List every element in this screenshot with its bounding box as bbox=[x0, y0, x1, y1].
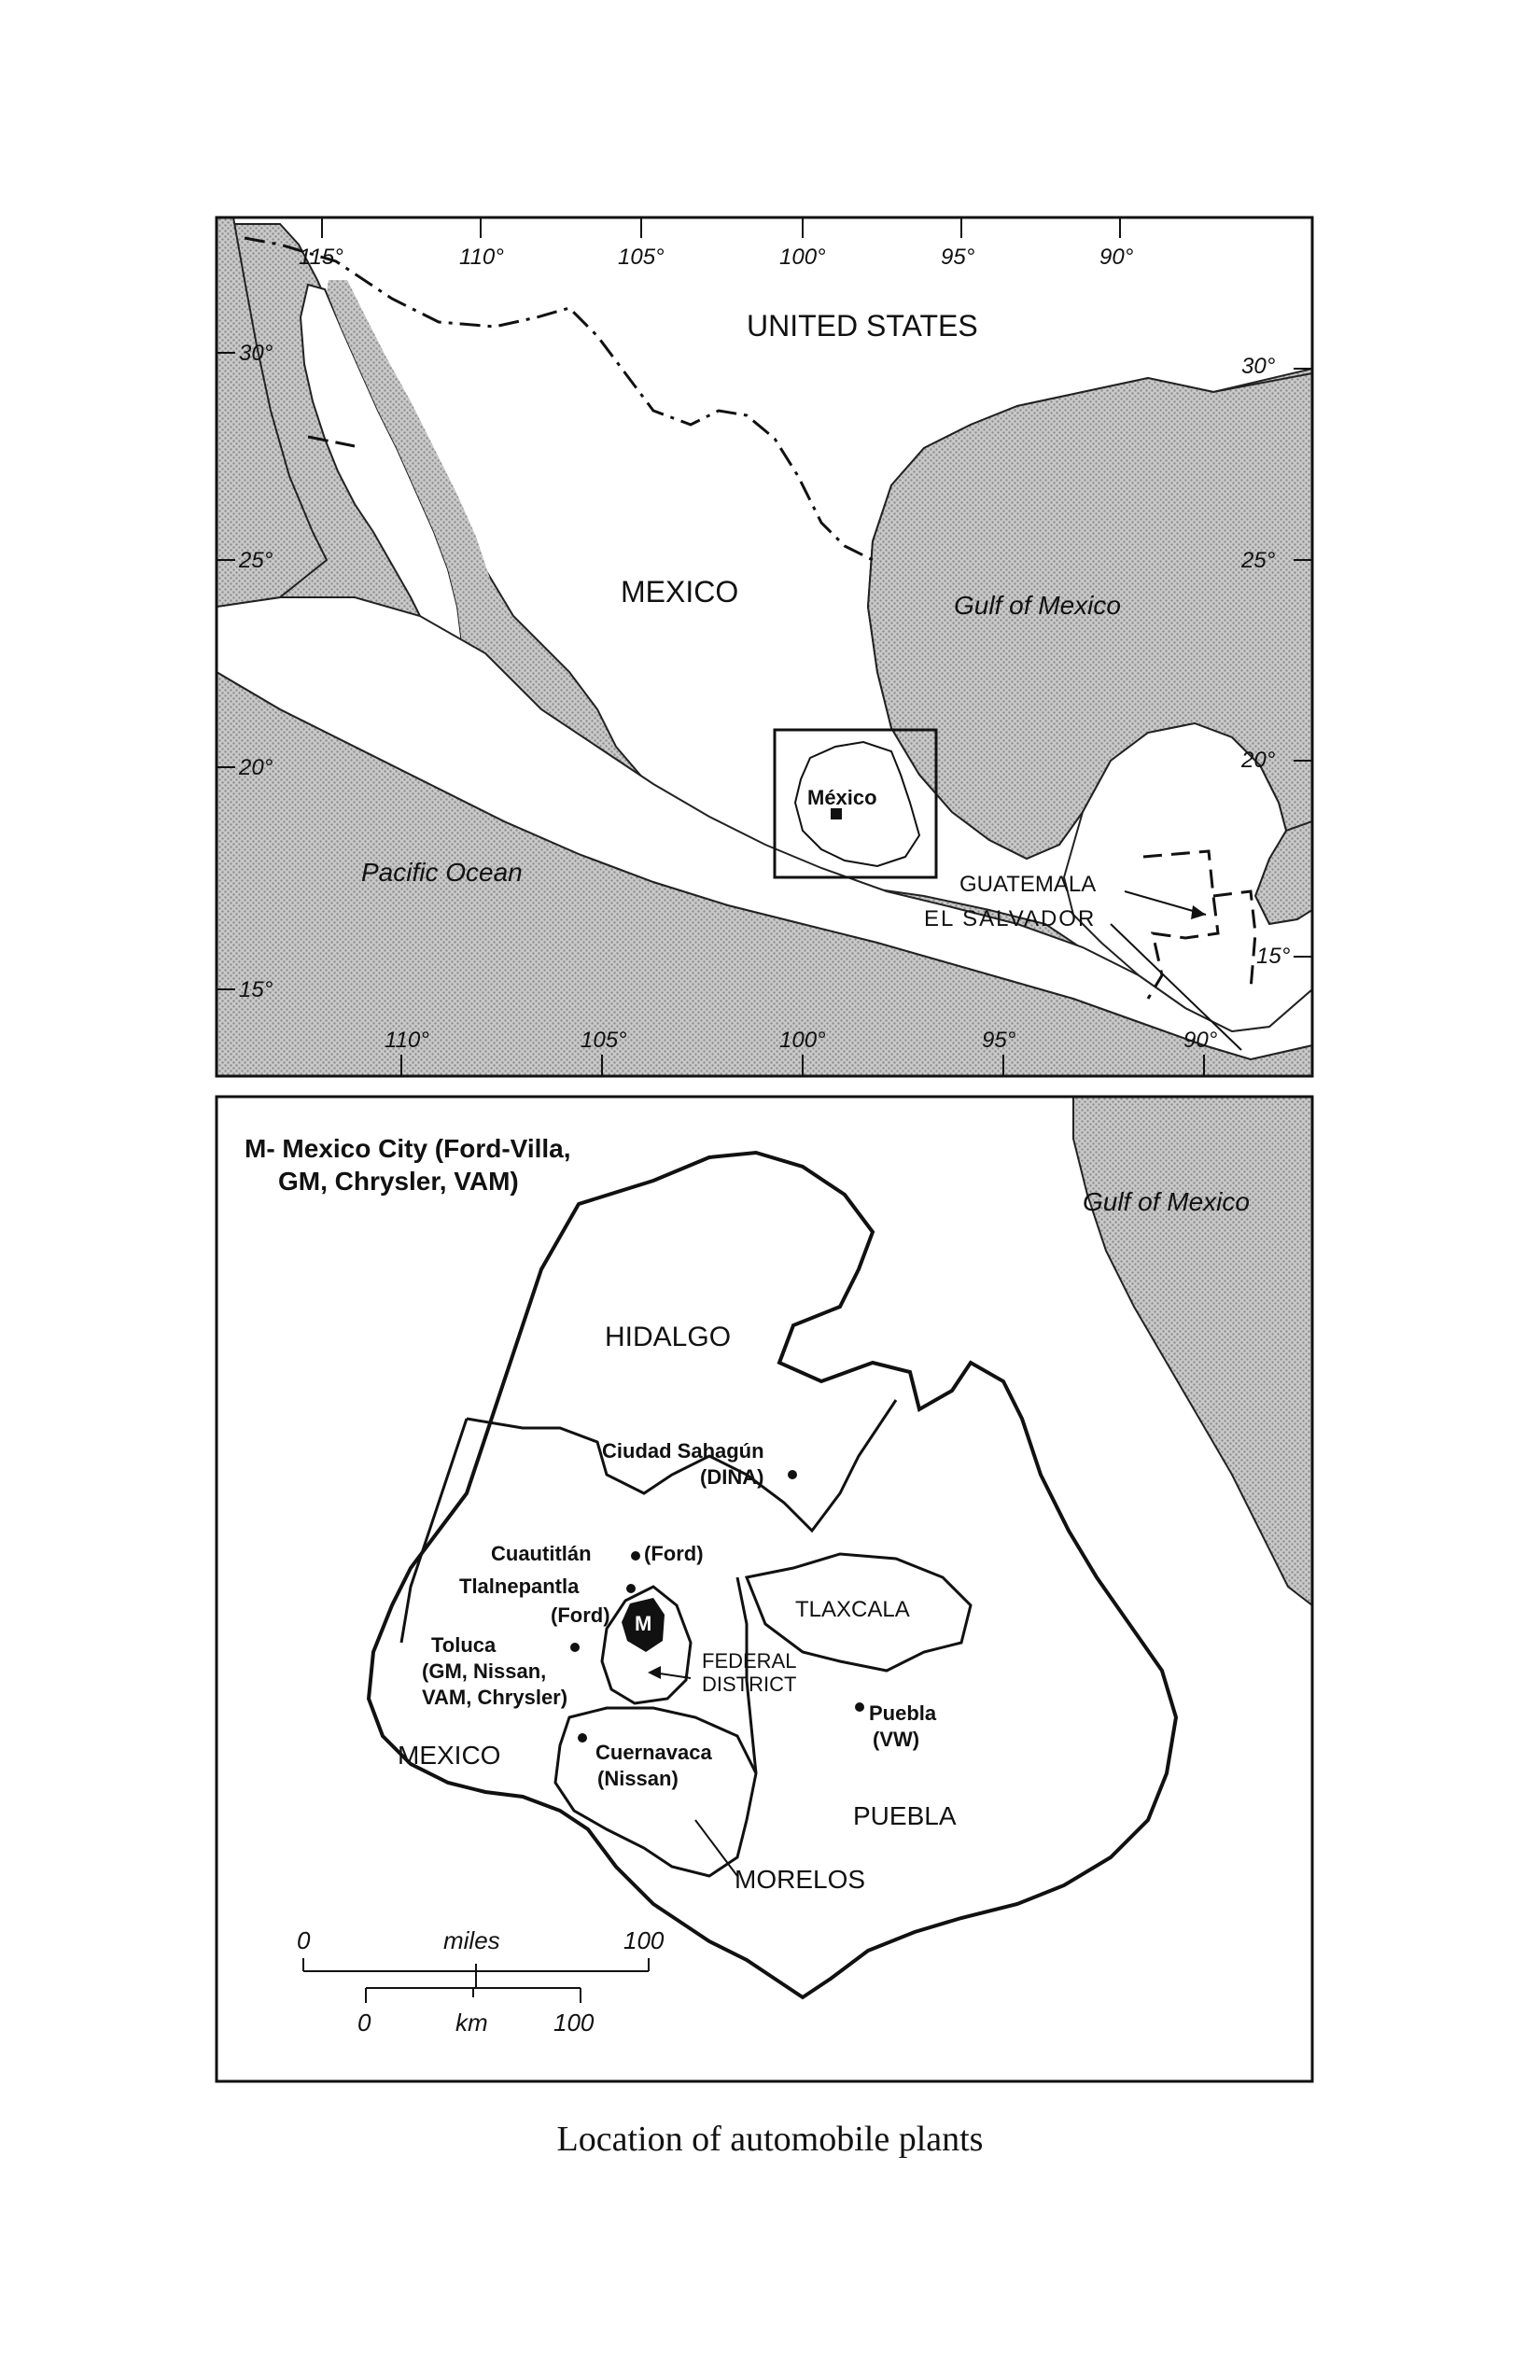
overview-map bbox=[217, 217, 1312, 1076]
bottom-lon-100: 100° bbox=[779, 1028, 826, 1053]
label-inset-mexico: México bbox=[807, 786, 877, 809]
mexico-city-marker bbox=[831, 808, 842, 819]
label-toluca-line1: (GM, Nissan, bbox=[422, 1659, 547, 1683]
label-hidalgo: HIDALGO bbox=[605, 1322, 732, 1352]
label-mexico: MEXICO bbox=[621, 575, 739, 609]
lat-left-20: 20° bbox=[239, 755, 273, 780]
label-puebla-state: PUEBLA bbox=[853, 1801, 957, 1830]
dot-toluca bbox=[570, 1643, 580, 1652]
label-gulf-of-mexico: Gulf of Mexico bbox=[954, 591, 1121, 620]
lon-label-115: 115° bbox=[299, 245, 343, 270]
lat-right-25: 25° bbox=[1241, 548, 1276, 573]
label-cuernavaca: Cuernavaca bbox=[595, 1741, 712, 1764]
bottom-lon-110: 110° bbox=[385, 1028, 429, 1053]
label-ciudad-sahagun: Ciudad Sahagún bbox=[602, 1439, 764, 1463]
detail-label-gulf: Gulf of Mexico bbox=[1083, 1187, 1250, 1216]
lat-left-25: 25° bbox=[239, 548, 273, 573]
label-mexico-state: MEXICO bbox=[398, 1741, 501, 1770]
lon-label-100: 100° bbox=[779, 245, 826, 270]
bottom-lon-90: 90° bbox=[1183, 1028, 1218, 1053]
label-m-marker: M bbox=[635, 1612, 652, 1635]
label-tlalnepantla: Tlalnepantla bbox=[459, 1575, 580, 1598]
label-puebla-city: Puebla bbox=[869, 1701, 937, 1725]
label-vw: (VW) bbox=[873, 1728, 920, 1751]
lat-left-30: 30° bbox=[239, 341, 273, 366]
lon-label-95: 95° bbox=[941, 245, 975, 270]
lat-left-15: 15° bbox=[239, 977, 273, 1002]
dot-tlalnepantla bbox=[626, 1584, 636, 1593]
scale-km-max: 100 bbox=[553, 2009, 595, 2037]
lat-right-20: 20° bbox=[1241, 748, 1276, 773]
dot-cuernavaca bbox=[578, 1733, 587, 1743]
bottom-lon-105: 105° bbox=[581, 1028, 627, 1053]
scale-km-label: km bbox=[455, 2009, 488, 2037]
legend-line-1: M- Mexico City (Ford-Villa, bbox=[245, 1134, 571, 1163]
label-nissan: (Nissan) bbox=[597, 1767, 679, 1790]
label-toluca-line2: VAM, Chrysler) bbox=[422, 1686, 568, 1709]
label-tlalnepantla-ford: (Ford) bbox=[551, 1603, 610, 1627]
lat-right-15: 15° bbox=[1256, 944, 1291, 969]
dot-puebla bbox=[855, 1702, 864, 1712]
figure-caption: Location of automobile plants bbox=[556, 2120, 984, 2159]
label-dina: (DINA) bbox=[700, 1465, 764, 1489]
label-toluca: Toluca bbox=[431, 1633, 497, 1657]
label-cuautitlan-ford: (Ford) bbox=[644, 1542, 704, 1565]
dot-ciudad-sahagun bbox=[788, 1470, 797, 1479]
scale-miles-zero: 0 bbox=[297, 1926, 311, 1954]
label-tlaxcala: TLAXCALA bbox=[795, 1597, 910, 1622]
label-guatemala: GUATEMALA bbox=[959, 872, 1097, 897]
label-el-salvador: EL SALVADOR bbox=[924, 906, 1097, 931]
dot-cuautitlan bbox=[631, 1551, 640, 1561]
scale-km-zero: 0 bbox=[357, 2009, 371, 2037]
label-district: DISTRICT bbox=[702, 1673, 797, 1696]
label-morelos: MORELOS bbox=[735, 1865, 866, 1894]
lon-label-110: 110° bbox=[459, 245, 504, 270]
lon-label-105: 105° bbox=[618, 245, 665, 270]
scale-miles-max: 100 bbox=[623, 1926, 665, 1954]
lon-label-90: 90° bbox=[1099, 245, 1134, 270]
legend-line-2: GM, Chrysler, VAM) bbox=[278, 1167, 519, 1196]
scale-miles-label: miles bbox=[443, 1926, 500, 1954]
lat-right-30: 30° bbox=[1241, 354, 1276, 379]
label-federal: FEDERAL bbox=[702, 1649, 797, 1673]
bottom-lon-95: 95° bbox=[982, 1028, 1016, 1053]
label-pacific-ocean: Pacific Ocean bbox=[361, 858, 523, 887]
detail-map bbox=[217, 1097, 1312, 2081]
label-cuautitlan: Cuautitlán bbox=[491, 1542, 592, 1565]
label-united-states: UNITED STATES bbox=[747, 309, 978, 343]
